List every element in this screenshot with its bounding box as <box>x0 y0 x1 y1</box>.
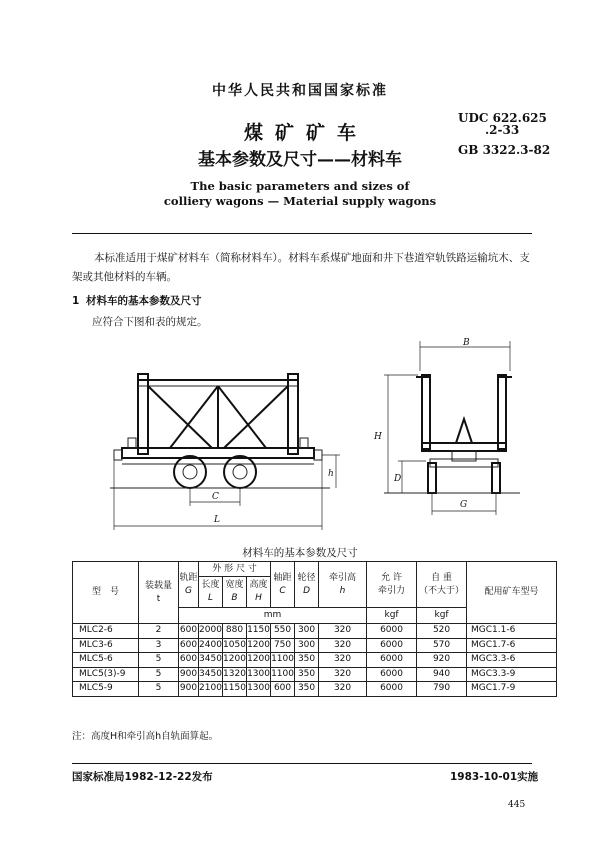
udc-code-continued: .2-33 <box>485 123 520 137</box>
section-title: 材料车的基本参数及尺寸 <box>86 295 202 307</box>
front-wheel-hub <box>183 465 197 479</box>
section-1-text: 应符合下图和表的规定。 <box>92 316 208 328</box>
brace-4 <box>218 386 266 448</box>
rear-wheel-hub <box>233 465 247 479</box>
table-row: MLC5-6 5 600 3450 1200 1200 1100 350 320 6000 920 MGC3.3-6 <box>73 653 557 668</box>
table-row: MLC2-6 2 600 2000 880 1150 550 300 320 6000 520 MGC1.1-6 <box>73 624 557 639</box>
header-width: 宽度 B <box>223 577 247 608</box>
header-divider <box>72 233 532 234</box>
table-row: MLC5-9 5 900 2100 1150 1300 600 350 320 6000 790 MGC1.7-9 <box>73 682 557 697</box>
right-stake <box>498 375 506 449</box>
header-weight-unit: kgf <box>417 608 467 624</box>
publish-date: 国家标准局1982-12-22发布 <box>72 771 213 783</box>
document-title-line1: 煤矿矿车 <box>243 122 368 144</box>
brace-3 <box>170 386 218 448</box>
axle-housing <box>430 459 498 467</box>
label-H: H <box>374 432 382 442</box>
english-title-line1: The basic parameters and sizes of <box>190 179 410 193</box>
front-wheel <box>174 456 206 488</box>
label-h-small: h <box>328 469 334 479</box>
header-weight: 自 重 （不大于） <box>417 562 467 608</box>
header-gauge: 轨距 G <box>179 562 199 608</box>
header-wheelbase: 轴距 C <box>271 562 295 608</box>
intro-paragraph: 本标准适用于煤矿材料车（简称材料车）。材料车系煤矿地面和井下巷道窄轨铁路运输坑木、支架或其他材料的车辆。 <box>72 252 530 283</box>
label-d: D <box>394 474 402 484</box>
header-unit-mm: mm <box>179 608 367 624</box>
section-number: 1 <box>72 295 80 307</box>
footer-divider <box>72 763 532 764</box>
implementation-date: 1983-10-01实施 <box>450 771 539 783</box>
section-1-heading <box>72 293 202 308</box>
brace-1 <box>148 386 212 448</box>
center-bracket <box>456 419 472 443</box>
header-coupling: 牵引高 h <box>319 562 367 608</box>
brace-2 <box>224 386 288 448</box>
label-b: B <box>463 338 470 348</box>
end-deck <box>422 443 506 451</box>
table-note: 注：高度H和牵引高h自轨面算起。 <box>72 731 219 742</box>
left-stake <box>422 375 430 449</box>
udc-code: UDC 622.625 <box>458 111 547 125</box>
header-outer-dims: 外 形 尺 寸 <box>199 562 271 577</box>
gb-standard-number: GB 3322.3-82 <box>458 143 551 157</box>
table-caption: 材料车的基本参数及尺寸 <box>242 547 358 559</box>
label-g: G <box>460 500 468 510</box>
header-loco: 配用矿车型号 <box>467 562 557 624</box>
left-bumper <box>128 438 136 448</box>
header-length: 长度 L <box>199 577 223 608</box>
document-title-line2: 基本参数及尺寸——材料车 <box>198 150 402 170</box>
table-row: MLC5(3)-9 5 900 3450 1320 1300 1100 350 320 6000 940 MGC3.3-9 <box>73 667 557 682</box>
rear-wheel <box>224 456 256 488</box>
left-coupler <box>114 450 122 460</box>
side-view-drawing <box>100 360 350 545</box>
right-bumper <box>300 438 308 448</box>
end-view-drawing <box>370 335 530 520</box>
right-coupler <box>314 450 322 460</box>
table-row: MLC3-6 3 600 2400 1050 1200 750 300 320 6000 570 MGC1.7-6 <box>73 638 557 653</box>
deck <box>122 448 314 458</box>
header-height: 高度 H <box>247 577 271 608</box>
header-traction-unit: kgf <box>367 608 417 624</box>
english-title-line2: colliery wagons — Material supply wagons <box>163 194 437 208</box>
header-model: 型 号 <box>73 562 139 624</box>
page-number: 445 <box>508 800 526 810</box>
header-traction: 允 许 牵引力 <box>367 562 417 608</box>
label-c: C <box>212 492 219 502</box>
parameters-table <box>72 561 557 697</box>
header-capacity: 装载量 t <box>139 562 179 624</box>
label-l: L <box>214 515 220 525</box>
header-wheel-dia: 轮径 D <box>295 562 319 608</box>
country-standard-title: 中华人民共和国国家标准 <box>212 83 388 99</box>
